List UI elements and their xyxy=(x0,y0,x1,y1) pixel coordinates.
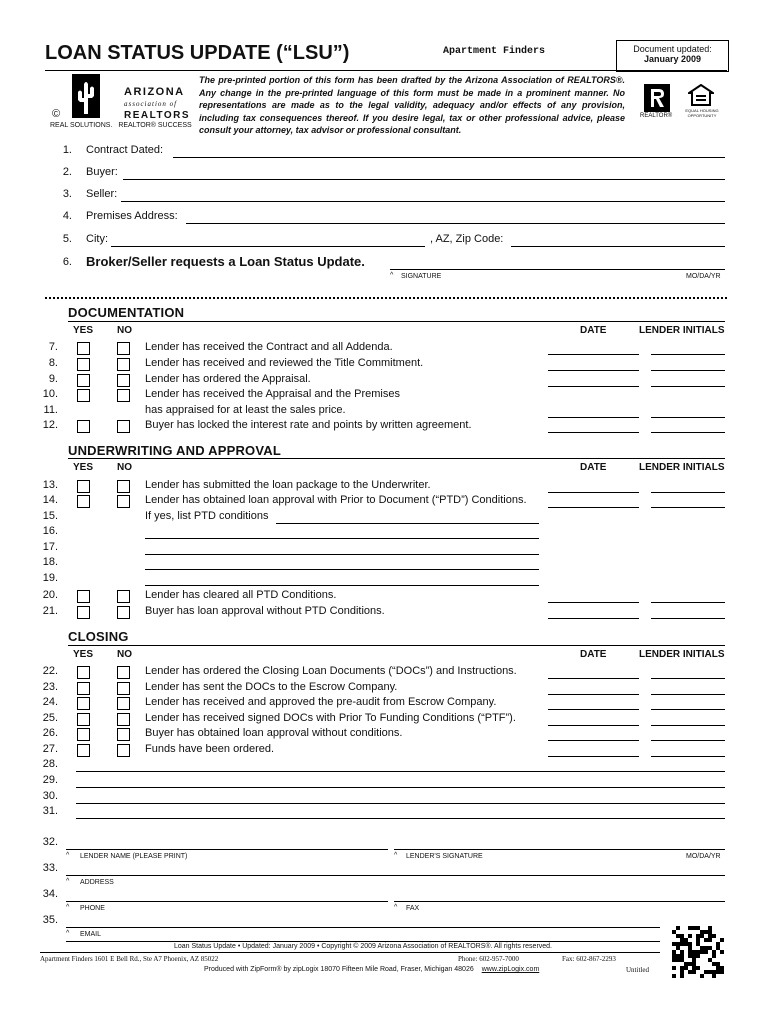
logo-realtors: REALTORS xyxy=(124,110,191,121)
date-field[interactable] xyxy=(548,354,639,355)
logo-tagline xyxy=(50,122,192,129)
yes-checkbox[interactable] xyxy=(77,590,90,603)
no-checkbox[interactable] xyxy=(117,342,130,355)
row-text: Lender has received signed DOCs with Prior To Funding Conditions (“PTF”). xyxy=(145,712,516,724)
initials-field[interactable] xyxy=(651,370,725,371)
yes-checkbox[interactable] xyxy=(77,480,90,493)
date-field[interactable] xyxy=(548,370,639,371)
caret-34b: ^ xyxy=(394,904,398,911)
lender-name-field[interactable] xyxy=(66,849,388,850)
premises-address-label: Premises Address: xyxy=(86,210,178,222)
no-checkbox[interactable] xyxy=(117,713,130,726)
seller-label: Seller: xyxy=(86,188,118,200)
underwriting-heading: UNDERWRITING AND APPROVAL xyxy=(68,443,281,458)
lender-address-field[interactable] xyxy=(66,875,725,876)
no-checkbox[interactable] xyxy=(117,590,130,603)
disclaimer-text: The pre-printed portion of this form has been drafted by the Arizona Association of REALTORS®. Any change in the pre-printed language of this form must be made in a prominent manner. No representations are made as to the legal validity, adequacy and/or effects of any provision, including tax consequences thereof. If you desire legal, tax or other professional advice, please consult your attorney, tax advisor or professional consultant. xyxy=(199,75,625,135)
header-rule xyxy=(45,70,727,71)
condition-line[interactable] xyxy=(76,771,725,772)
cl-date-header: DATE xyxy=(580,649,607,660)
premises-address-field[interactable] xyxy=(186,223,725,224)
row-number: 28. xyxy=(42,758,58,770)
condition-line[interactable] xyxy=(145,554,539,555)
row-number: 12. xyxy=(42,419,58,431)
lender-name-caption: LENDER NAME (PLEASE PRINT) xyxy=(80,853,188,860)
item-num-35: 35. xyxy=(42,914,58,926)
row-number: 10. xyxy=(42,388,58,400)
closing-heading: CLOSING xyxy=(68,629,129,644)
buyer-field[interactable] xyxy=(123,179,725,180)
row-number: 15. xyxy=(42,510,58,522)
row-text: Lender has cleared all PTD Conditions. xyxy=(145,589,337,601)
row-number: 18. xyxy=(42,556,58,568)
initials-field[interactable] xyxy=(651,354,725,355)
footer-untitled: Untitled xyxy=(626,966,649,974)
row-text: Lender has ordered the Closing Loan Documents (“DOCs”) and Instructions. xyxy=(145,665,517,677)
item-num-33: 33. xyxy=(42,862,58,874)
signature-caption: SIGNATURE xyxy=(401,273,442,280)
logo-tagline-a: REAL SOLUTIONS. xyxy=(50,122,113,129)
city-field[interactable] xyxy=(111,246,425,247)
row-number: 30. xyxy=(42,790,58,802)
initials-field[interactable] xyxy=(651,386,725,387)
cl-no-header: NO xyxy=(117,649,132,660)
contract-dated-field[interactable] xyxy=(173,157,725,158)
row-text: Buyer has obtained loan approval without conditions. xyxy=(145,727,403,739)
company-name: Apartment Finders xyxy=(443,46,546,57)
uw-initials-header: LENDER INITIALS xyxy=(639,462,725,473)
row-number: 9. xyxy=(48,373,58,385)
item-num-6: 6. xyxy=(62,256,72,268)
item-num-4: 4. xyxy=(62,210,72,222)
lender-phone-field[interactable] xyxy=(66,901,388,902)
date-field[interactable] xyxy=(548,694,639,695)
row-text: Lender has ordered the Appraisal. xyxy=(145,373,311,385)
yes-checkbox[interactable] xyxy=(77,389,90,402)
row-number: 25. xyxy=(42,712,58,724)
condition-line[interactable] xyxy=(76,818,725,819)
realtor-logo xyxy=(640,84,676,122)
eho-logo xyxy=(683,84,719,122)
initials-field[interactable] xyxy=(651,740,725,741)
row-number: 8. xyxy=(48,357,58,369)
documentation-rule xyxy=(68,321,725,322)
footer-fax: Fax: 602-867-2293 xyxy=(562,955,616,963)
city-label: City: xyxy=(86,233,108,245)
seller-field[interactable] xyxy=(121,201,725,202)
initials-field[interactable] xyxy=(651,602,725,603)
row-text: Lender has received the Appraisal and the Premises xyxy=(145,388,400,400)
section-divider xyxy=(45,297,727,299)
row-number: 16. xyxy=(42,525,58,537)
initials-field[interactable] xyxy=(651,432,725,433)
cl-initials-header: LENDER INITIALS xyxy=(639,649,725,660)
row-text: Lender has submitted the loan package to the Underwriter. xyxy=(145,479,431,491)
initials-field[interactable] xyxy=(651,678,725,679)
zip-label: , AZ, Zip Code: xyxy=(430,233,504,245)
row-number: 27. xyxy=(42,743,58,755)
row-text: Lender has obtained loan approval with Prior to Document (“PTD”) Conditions. xyxy=(145,494,527,506)
yes-checkbox[interactable] xyxy=(77,713,90,726)
date-field[interactable] xyxy=(548,417,639,418)
row-number: 13. xyxy=(42,479,58,491)
date-field[interactable] xyxy=(548,507,639,508)
condition-line[interactable] xyxy=(276,523,539,524)
caret-32a: ^ xyxy=(66,852,70,859)
date-field[interactable] xyxy=(548,678,639,679)
yes-checkbox[interactable] xyxy=(77,420,90,433)
footer-produced-text: Produced with ZipForm® by zipLogix 18070 Fifteen Mile Road, Fraser, Michigan 48026 xyxy=(204,966,474,973)
lender-email-field[interactable] xyxy=(66,927,660,928)
no-checkbox[interactable] xyxy=(117,480,130,493)
row-number: 29. xyxy=(42,774,58,786)
row-number: 20. xyxy=(42,589,58,601)
row-number: 14. xyxy=(42,494,58,506)
row-text: Lender has sent the DOCs to the Escrow Company. xyxy=(145,681,398,693)
yes-checkbox[interactable] xyxy=(77,606,90,619)
buyer-label: Buyer: xyxy=(86,166,118,178)
footer-rule xyxy=(66,941,660,942)
doc-initials-header: LENDER INITIALS xyxy=(639,325,725,336)
uw-yes-header: YES xyxy=(73,462,94,473)
yes-checkbox[interactable] xyxy=(77,697,90,710)
condition-line[interactable] xyxy=(145,585,539,586)
yes-checkbox[interactable] xyxy=(77,342,90,355)
footer-office: Apartment Finders 1601 E Bell Rd., Ste A7 Phoenix, AZ 85022 xyxy=(40,955,219,963)
footer-phone: Phone: 602-957-7000 xyxy=(458,955,519,963)
uw-no-header: NO xyxy=(117,462,132,473)
row-number: 23. xyxy=(42,681,58,693)
lender-fax-caption: FAX xyxy=(406,905,420,912)
date-field[interactable] xyxy=(548,492,639,493)
sig-caret: ^ xyxy=(390,272,394,279)
row-text: Lender has received and approved the pre-audit from Escrow Company. xyxy=(145,696,497,708)
condition-line[interactable] xyxy=(145,569,539,570)
doc-updated-box xyxy=(616,40,729,72)
doc-no-header: NO xyxy=(117,325,132,336)
item-num-5: 5. xyxy=(62,233,72,245)
date-field[interactable] xyxy=(548,725,639,726)
row-number: 11. xyxy=(43,404,58,416)
no-checkbox[interactable] xyxy=(117,495,130,508)
lender-phone-caption: PHONE xyxy=(80,905,105,912)
no-checkbox[interactable] xyxy=(117,358,130,371)
footer-rule-2 xyxy=(40,952,660,953)
cl-yes-header: YES xyxy=(73,649,94,660)
row-number: 31. xyxy=(42,805,58,817)
yes-checkbox[interactable] xyxy=(77,682,90,695)
row-text: If yes, list PTD conditions xyxy=(145,510,269,522)
no-checkbox[interactable] xyxy=(117,606,130,619)
logo-copyright: © xyxy=(52,108,61,120)
initials-field[interactable] xyxy=(651,709,725,710)
yes-checkbox[interactable] xyxy=(77,374,90,387)
row-number: 22. xyxy=(42,665,58,677)
underwriting-rule xyxy=(68,458,725,459)
initials-field[interactable] xyxy=(651,507,725,508)
no-checkbox[interactable] xyxy=(117,744,130,757)
yes-checkbox[interactable] xyxy=(77,495,90,508)
item-num-3: 3. xyxy=(62,188,72,200)
footer-produced xyxy=(204,966,539,973)
lender-signature-caption: LENDER'S SIGNATURE xyxy=(406,853,483,860)
item-num-2: 2. xyxy=(62,166,72,178)
row-text: Funds have been ordered. xyxy=(145,743,275,755)
initials-field[interactable] xyxy=(651,725,725,726)
row-number: 26. xyxy=(42,727,58,739)
realtor-r-icon xyxy=(644,84,670,112)
closing-rule xyxy=(68,645,725,646)
date-field[interactable] xyxy=(548,709,639,710)
row-text: has appraised for at least the sales price. xyxy=(145,404,346,416)
cactus-icon xyxy=(72,74,100,118)
lender-date-caption: MO/DA/YR xyxy=(686,853,721,860)
date-field[interactable] xyxy=(548,386,639,387)
caret-35: ^ xyxy=(66,930,70,937)
yes-checkbox[interactable] xyxy=(77,744,90,757)
logo-association: association of xyxy=(124,100,178,108)
yes-checkbox[interactable] xyxy=(77,666,90,679)
caret-32b: ^ xyxy=(394,852,398,859)
yes-checkbox[interactable] xyxy=(77,728,90,741)
date-field[interactable] xyxy=(548,740,639,741)
date-field[interactable] xyxy=(548,602,639,603)
initials-field[interactable] xyxy=(651,417,725,418)
footer-url-link[interactable]: www.zipLogix.com xyxy=(481,966,540,973)
condition-line[interactable] xyxy=(145,538,539,539)
no-checkbox[interactable] xyxy=(117,682,130,695)
row-text: Lender has received and reviewed the Title Commitment. xyxy=(145,357,424,369)
initials-field[interactable] xyxy=(651,492,725,493)
initials-field[interactable] xyxy=(651,756,725,757)
no-checkbox[interactable] xyxy=(117,728,130,741)
eho-label: EQUAL HOUSING OPPORTUNITY xyxy=(685,108,719,118)
row-number: 21. xyxy=(42,605,58,617)
broker-request-label: Broker/Seller requests a Loan Status Update. xyxy=(86,254,365,269)
logo-tagline-b: REALTOR® SUCCESS xyxy=(118,122,192,129)
initials-field[interactable] xyxy=(651,618,725,619)
caret-34a: ^ xyxy=(66,904,70,911)
doc-updated-label: Document updated: xyxy=(633,44,712,54)
realtor-label: REALTOR® xyxy=(640,113,673,119)
barcode-icon xyxy=(672,926,724,978)
zip-field[interactable] xyxy=(511,246,725,247)
no-checkbox[interactable] xyxy=(117,666,130,679)
no-checkbox[interactable] xyxy=(117,420,130,433)
row-number: 17. xyxy=(42,541,58,553)
lender-address-caption: ADDRESS xyxy=(80,879,114,886)
date-field[interactable] xyxy=(548,756,639,757)
uw-date-header: DATE xyxy=(580,462,607,473)
caret-33: ^ xyxy=(66,878,70,885)
equal-housing-icon xyxy=(688,84,714,106)
no-checkbox[interactable] xyxy=(117,697,130,710)
row-number: 7. xyxy=(48,341,58,353)
lender-email-caption: EMAIL xyxy=(80,931,102,938)
item-num-1: 1. xyxy=(62,144,72,156)
footer-copyright: Loan Status Update • Updated: January 2009 • Copyright © 2009 Arizona Association of REALTORS®. All rights reserved. xyxy=(174,943,552,950)
yes-checkbox[interactable] xyxy=(77,358,90,371)
row-number: 19. xyxy=(42,572,58,584)
row-text: Buyer has loan approval without PTD Conditions. xyxy=(145,605,385,617)
lender-fax-field[interactable] xyxy=(394,901,725,902)
broker-signature-field[interactable] xyxy=(390,269,725,270)
initials-field[interactable] xyxy=(651,694,725,695)
row-text: Lender has received the Contract and all Addenda. xyxy=(145,341,393,353)
date-field[interactable] xyxy=(548,618,639,619)
doc-yes-header: YES xyxy=(73,325,94,336)
date-field[interactable] xyxy=(548,432,639,433)
condition-line[interactable] xyxy=(76,787,725,788)
logo-arizona: ARIZONA xyxy=(124,86,185,98)
doc-updated-date: January 2009 xyxy=(643,54,702,64)
item-num-34: 34. xyxy=(42,888,58,900)
item-num-32: 32. xyxy=(42,836,58,848)
condition-line[interactable] xyxy=(76,803,725,804)
contract-dated-label: Contract Dated: xyxy=(86,144,164,156)
lender-signature-field[interactable] xyxy=(394,849,725,850)
signature-date-caption: MO/DA/YR xyxy=(686,273,721,280)
row-number: 24. xyxy=(42,696,58,708)
row-text: Buyer has locked the interest rate and points by written agreement. xyxy=(145,419,472,431)
doc-date-header: DATE xyxy=(580,325,607,336)
page-title: LOAN STATUS UPDATE (“LSU”) xyxy=(45,42,350,64)
no-checkbox[interactable] xyxy=(117,389,130,402)
documentation-heading: DOCUMENTATION xyxy=(68,305,185,320)
no-checkbox[interactable] xyxy=(117,374,130,387)
